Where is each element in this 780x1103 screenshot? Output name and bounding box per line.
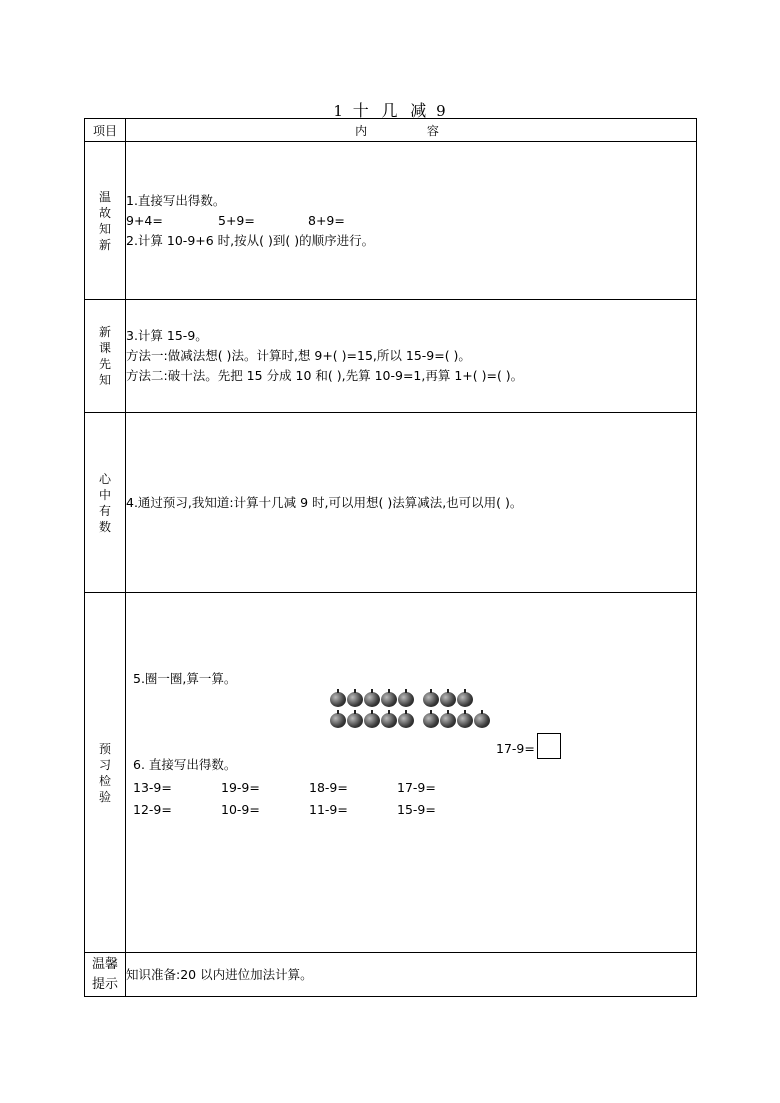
section-content: [126, 953, 697, 997]
title-number-2: 9: [436, 102, 447, 120]
apple-icon: [347, 713, 363, 728]
calc-item: 13-9=: [133, 780, 172, 795]
title-char: 几: [381, 101, 399, 120]
header-row: [85, 119, 697, 142]
calc-item: 11-9=: [309, 802, 348, 817]
apple-icon: [457, 713, 473, 728]
calc-item: 8+9=: [308, 212, 345, 228]
section-new-lesson: [85, 300, 697, 413]
question-6-block: [133, 753, 485, 821]
section-label: 温 故 知 新: [85, 142, 126, 300]
answer-label: 17-9=: [496, 741, 535, 756]
apple-icon: [347, 692, 363, 707]
apple-icon: [423, 713, 439, 728]
section-label: 新 课 先 知: [85, 300, 126, 413]
calc-item: 15-9=: [397, 802, 436, 817]
apple-icon: [381, 692, 397, 707]
calc-item: 5+9=: [218, 212, 255, 228]
worksheet-table: [84, 118, 697, 997]
section-check: [85, 593, 697, 953]
question-2: 2.计算 10-9+6 时,按从( )到( )的顺序进行。: [126, 232, 375, 248]
apple-icon: [330, 713, 346, 728]
calc-row: [126, 211, 696, 231]
section-content: [126, 142, 697, 300]
apple-icon: [381, 713, 397, 728]
title-char: 减: [410, 101, 428, 120]
calc-item: 19-9=: [221, 780, 260, 795]
calc-item: 18-9=: [309, 780, 348, 795]
section-content: [126, 300, 697, 413]
title-number: 1: [333, 102, 344, 120]
question-6: 6. 直接写出得数。: [133, 757, 237, 772]
calc-item: 10-9=: [221, 802, 260, 817]
apple-icon: [364, 692, 380, 707]
calc-item: 9+4=: [126, 212, 163, 228]
method-1: 方法一:做减法想( )法。计算时,想 9+( )=15,所以 15-9=( )。: [126, 348, 471, 363]
question-3: 3.计算 15-9。: [126, 328, 208, 343]
apple-row: [330, 689, 491, 710]
calc-grid: [133, 777, 485, 821]
section-label: 温馨 提示: [85, 953, 126, 997]
calc-item: 12-9=: [133, 802, 172, 817]
apple-icon: [474, 713, 490, 728]
section-tips: [85, 953, 697, 997]
calc-item: 17-9=: [397, 780, 436, 795]
answer-box[interactable]: [537, 733, 561, 759]
apple-icon: [330, 692, 346, 707]
apple-icon: [423, 692, 439, 707]
tip-text: 知识准备:20 以内进位加法计算。: [126, 966, 313, 982]
question-1: 1.直接写出得数。: [126, 192, 226, 208]
section-label: 预 习 检 验: [85, 593, 126, 953]
section-content: [126, 593, 697, 953]
section-review: [85, 142, 697, 300]
answer-area: [496, 733, 561, 759]
question-4: 4.通过预习,我知道:计算十几减 9 时,可以用想( )法算减法,也可以用( )。: [126, 494, 523, 510]
section-content: [126, 413, 697, 593]
apple-icon: [440, 713, 456, 728]
method-2: 方法二:破十法。先把 15 分成 10 和( ),先算 10-9=1,再算 1+( )=( )。: [126, 368, 524, 383]
section-label: 心 中 有 数: [85, 413, 126, 593]
section-mind: [85, 413, 697, 593]
apple-icon: [440, 692, 456, 707]
apple-row: [330, 710, 491, 731]
apple-icon: [457, 692, 473, 707]
apple-icon: [398, 692, 414, 707]
header-content: 内 容: [126, 119, 697, 142]
apple-icon: [398, 713, 414, 728]
title-char: 十: [352, 101, 370, 120]
apple-group: [330, 689, 491, 731]
apple-icon: [364, 713, 380, 728]
header-item: 项目: [85, 119, 126, 142]
question-5: 5.圈一圈,算一算。: [133, 671, 237, 686]
